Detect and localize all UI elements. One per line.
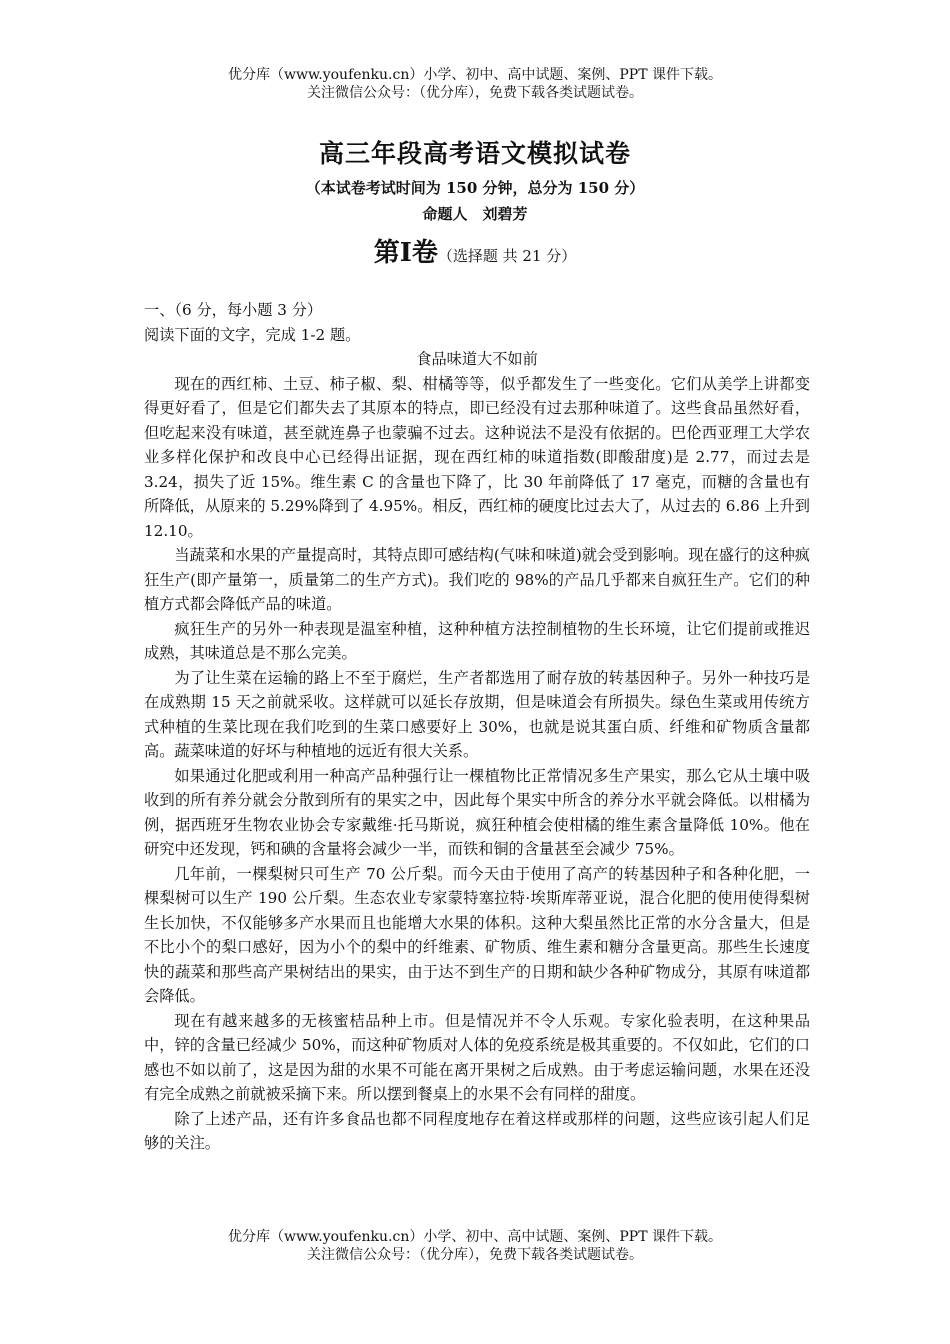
article-paragraph: 当蔬菜和水果的产量提高时，其特点即可感结构(气味和味道)就会受到影响。现在盛行的这种疯狂生产(即产量第一，质量第二的生产方式)。我们吃的 98%的产品几乎都来自疯狂生产。它们的种植方式都会降低产品的味道。	[144, 546, 810, 613]
exam-subtitle: （本试卷考试时间为 150 分钟，总分为 150 分）	[305, 179, 645, 197]
header-line-1: 优分库（www.youfenku.cn）小学、初中、高中试题、案例、PPT 课件下载。	[227, 67, 722, 83]
volume-note: （选择题 共 21 分）	[437, 247, 577, 265]
article-paragraph: 现在有越来越多的无核蜜桔品种上市。但是情况并不令人乐观。专家化验表明，在这种果品中，锌的含量已经减少 50%，而这种矿物质对人体的免疫系统是极其重要的。不仅如此，它们的口感也不如以前了，这是因为甜的水果不可能在离开果树之后成熟。由于考虑运输问题，水果在还没有完全成熟之前就被采摘下来。所以摆到餐桌上的水果不会有同样的甜度。	[144, 1011, 810, 1103]
section-instruction: 阅读下面的文字，完成 1-2 题。	[144, 325, 361, 344]
article-paragraph: 如果通过化肥或利用一种高产品种强行让一棵植物比正常情况多生产果实，那么它从土壤中吸收到的所有养分就会分散到所有的果实之中，因此每个果实中所含的养分水平就会降低。以柑橘为例，据西班牙生物农业协会专家戴维·托马斯说，疯狂种植会使柑橘的维生素含量降低 10%。他在研究中还发现，钙和碘的含量将会减少一半，而铁和铜的含量甚至会减少 75%。	[144, 766, 810, 858]
document-body	[144, 298, 810, 1156]
footer-line-1: 优分库（www.youfenku.cn）小学、初中、高中试题、案例、PPT 课件下载。	[227, 1229, 722, 1245]
article-paragraph: 几年前，一棵梨树只可生产 70 公斤梨。而今天由于使用了高产的转基因种子和各种化肥，一棵梨树可以生产 190 公斤梨。生态农业专家蒙特塞拉特·埃斯库蒂亚说，混合化肥的使用使得梨树生长加快，不仅能够多产水果而且也能增大水果的体积。这种大梨虽然比正常的水分含量大，但是不比小个的梨口感好，因为小个的梨中的纤维素、矿物质、维生素和糖分含量更高。那些生长速度快的蔬菜和那些高产果树结出的果实，由于达不到生产的日期和缺少各种矿物成分，其原有味道都会降低。	[144, 864, 810, 1005]
header-line-2: 关注微信公众号：（优分库），免费下载各类试题试卷。	[307, 85, 643, 101]
article-title: 食品味道大不如前	[416, 350, 538, 368]
article-paragraph: 现在的西红柿、土豆、柿子椒、梨、柑橘等等，似乎都发生了一些变化。它们从美学上讲都变得更好看了，但是它们都失去了其原本的特点，即已经没有过去那种味道了。这些食品虽然好看，但吃起来没有味道，甚至就连鼻子也蒙骗不过去。这种说法不是没有依据的。巴伦西亚理工大学农业多样化保护和改良中心已经得出证据，现在西红柿的味道指数(即酸甜度)是 2.77，而过去是 3.24，损失了近 15%。维生素 C 的含量也下降了，比 30 年前降低了 17 毫克，而糖的含量也有所降低，从原来的 5.29%降到了 4.95%。相反，西红柿的硬度比过去大了，从过去的 6.86 上升到 12.10。	[144, 374, 810, 540]
exam-author: 命题人 刘碧芳	[422, 205, 528, 223]
footer-line-2: 关注微信公众号：（优分库），免费下载各类试题试卷。	[307, 1247, 643, 1263]
article-paragraph: 疯狂生产的另外一种表现是温室种植，这种种植方法控制植物的生长环境，让它们提前或推迟成熟，其味道总是不那么完美。	[144, 619, 810, 662]
footer-banner	[0, 1228, 950, 1264]
article-paragraph: 为了让生菜在运输的路上不至于腐烂，生产者都选用了耐存放的转基因种子。另外一种技巧是在成熟期 15 天之前就采收。这样就可以延长存放期，但是味道会有所损失。绿色生菜或用传统方式种植的生菜比现在我们吃到的生菜口感要好上 30%，也就是说其蛋白质、纤维和矿物质含量都高。蔬菜味道的好坏与种植地的远近有很大关系。	[144, 668, 810, 760]
volume-label: 第Ⅰ卷	[373, 238, 438, 268]
article-paragraph: 除了上述产品，还有许多食品也都不同程度地存在着这样或那样的问题，这些应该引起人们足够的关注。	[144, 1109, 810, 1152]
volume-heading	[0, 232, 950, 269]
section-heading: 一、（6 分，每小题 3 分）	[144, 301, 323, 319]
header-banner	[0, 66, 950, 102]
exam-title: 高三年段高考语文模拟试卷	[318, 139, 631, 168]
